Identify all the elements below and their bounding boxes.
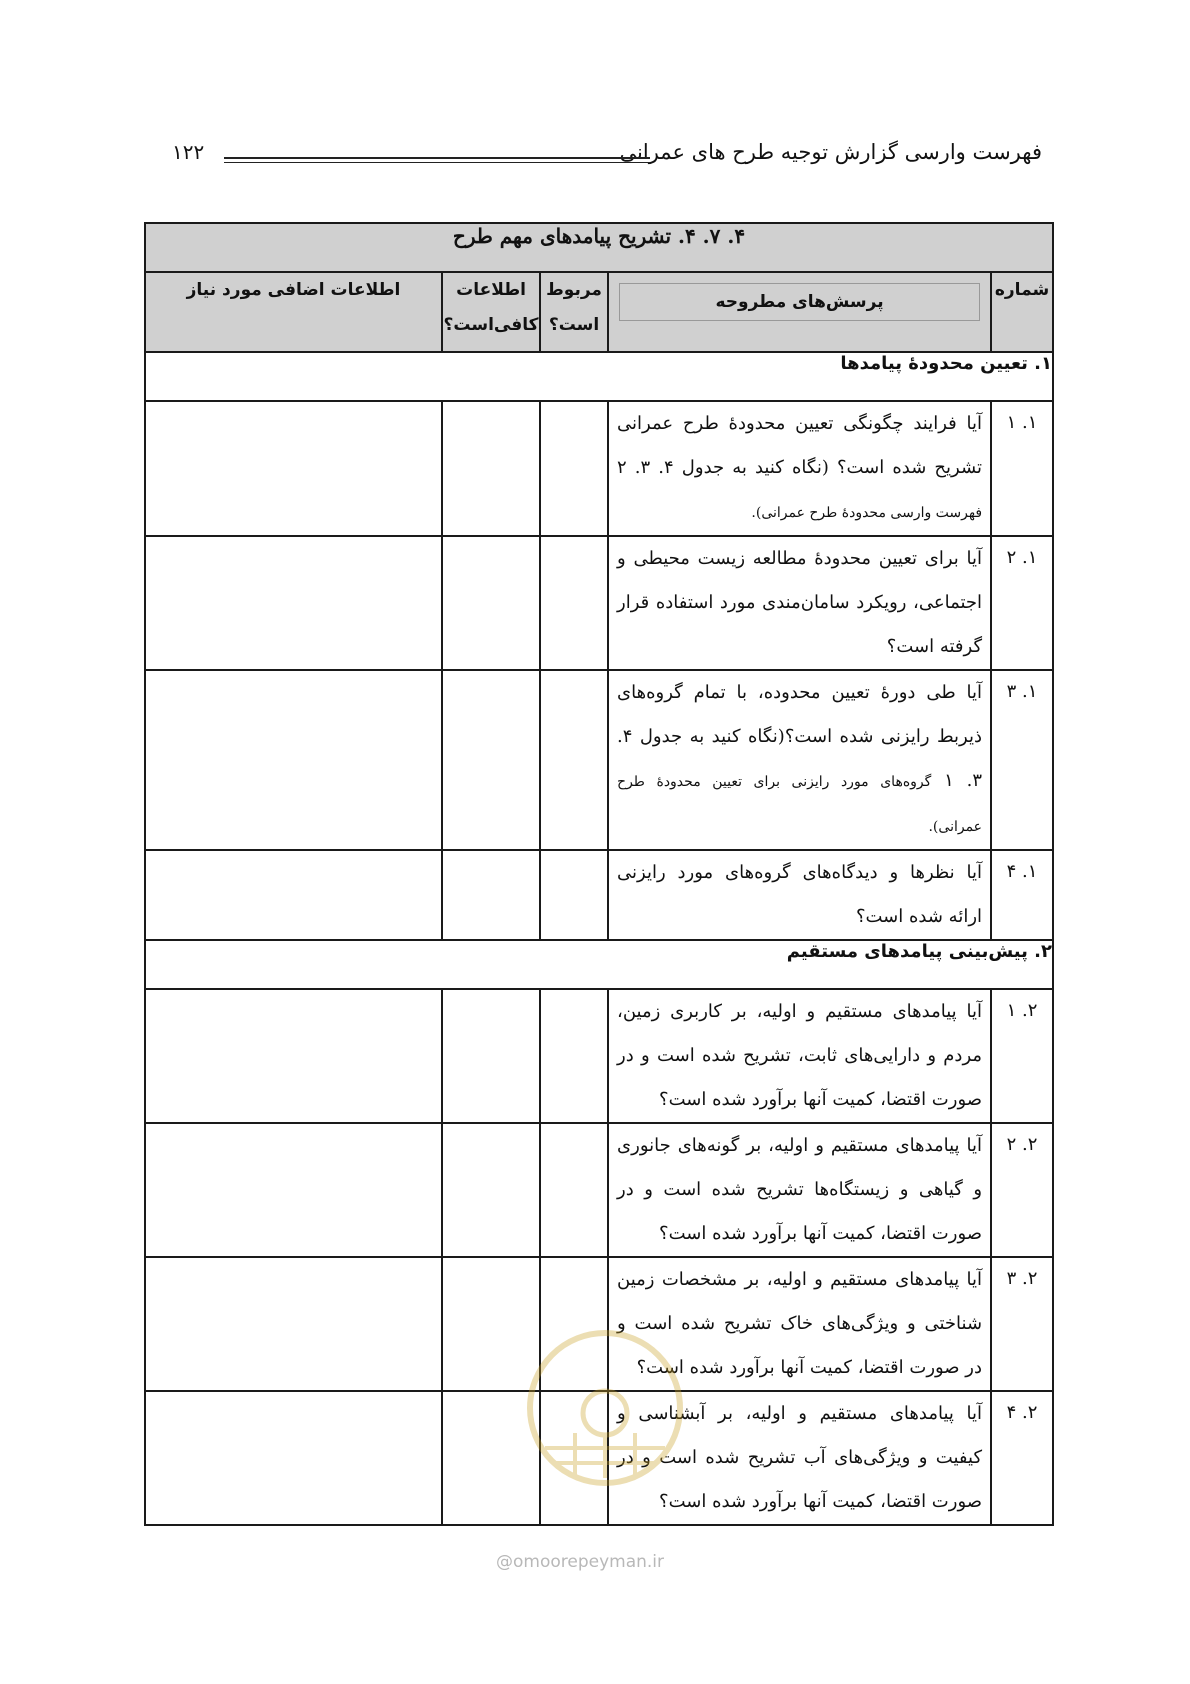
- question-text: [608, 1123, 991, 1257]
- question-text: [608, 536, 991, 670]
- relevant-cell[interactable]: [540, 1123, 608, 1257]
- extra-info-cell[interactable]: [145, 670, 442, 850]
- row-number: ۲. ۳: [991, 1257, 1053, 1391]
- question-text: [608, 401, 991, 536]
- row-number: ۱. ۲: [991, 536, 1053, 670]
- col-header-sufficient: [442, 272, 540, 352]
- section-title: ۱. تعیین محدودهٔ پیامدها: [145, 352, 1053, 401]
- question-text: [608, 670, 991, 850]
- row-number: ۱. ۱: [991, 401, 1053, 536]
- questions-header-box: پرسش‌های مطروحه: [619, 283, 980, 321]
- header-title: فهرست وارسی گزارش توجیه طرح های عمرانی: [619, 140, 1042, 164]
- relevant-cell[interactable]: [540, 670, 608, 850]
- extra-info-cell[interactable]: [145, 401, 442, 536]
- sufficient-cell[interactable]: [442, 850, 540, 940]
- relevant-cell[interactable]: [540, 536, 608, 670]
- row-number: ۱. ۴: [991, 850, 1053, 940]
- row-number: ۲. ۴: [991, 1391, 1053, 1525]
- relevant-line-2: است؟: [548, 315, 600, 335]
- page-number: ۱۲۲: [172, 140, 205, 164]
- extra-info-cell[interactable]: [145, 1123, 442, 1257]
- extra-info-cell[interactable]: [145, 1391, 442, 1525]
- sufficient-line-2: کافی‌است؟: [443, 315, 539, 335]
- sufficient-cell[interactable]: [442, 670, 540, 850]
- question-main: آیا نظرها و دیدگاه‌های گروه‌های مورد رایزنی ارائه شده است؟: [617, 862, 983, 927]
- sufficient-cell[interactable]: [442, 1123, 540, 1257]
- watermark-gear: [583, 1391, 627, 1435]
- question-note: فهرست وارسی محدودهٔ طرح عمرانی).: [751, 505, 983, 521]
- question-text: [608, 850, 991, 940]
- extra-info-cell[interactable]: [145, 1257, 442, 1391]
- section-title: ۲. پیش‌بینی پیامدهای مستقیم: [145, 940, 1053, 989]
- question-main: آیا پیامدهای مستقیم و اولیه، بر کاربری زمین، مردم و دارایی‌های ثابت، تشریح شده است و در صورت اقتضا، کمیت آنها برآورد شده است؟: [617, 1001, 983, 1110]
- col-header-number: شماره: [991, 272, 1053, 352]
- question-text: [608, 989, 991, 1123]
- question-main: آیا طی دورهٔ تعیین محدوده، با تمام گروه‌های ذیربط رایزنی شده است؟(نگاه کنید به جدول ۴. ۳. ۱: [617, 682, 983, 791]
- question-main: آیا پیامدهای مستقیم و اولیه، بر گونه‌های جانوری و گیاهی و زیستگاه‌ها تشریح شده است و در صورت اقتضا، کمیت آنها برآورد شده است؟: [617, 1135, 983, 1244]
- extra-info-cell[interactable]: [145, 850, 442, 940]
- col-header-questions: [608, 272, 991, 352]
- row-number: ۲. ۱: [991, 989, 1053, 1123]
- row-number: ۲. ۲: [991, 1123, 1053, 1257]
- row-number: ۱. ۳: [991, 670, 1053, 850]
- sufficient-cell[interactable]: [442, 536, 540, 670]
- col-header-relevant: [540, 272, 608, 352]
- page-header: [172, 140, 1042, 180]
- sufficient-line-1: اطلاعات: [456, 280, 526, 300]
- question-note: گروه‌های مورد رایزنی برای تعیین محدودهٔ طرح عمرانی).: [617, 774, 983, 835]
- extra-info-cell[interactable]: [145, 989, 442, 1123]
- extra-info-cell[interactable]: [145, 536, 442, 670]
- watermark-logo: [475, 1318, 735, 1498]
- header-rule: [224, 157, 650, 163]
- sufficient-cell[interactable]: [442, 989, 540, 1123]
- watermark-url: @omoorepeyman.ir: [496, 1552, 665, 1572]
- question-main: آیا برای تعیین محدودهٔ مطالعه زیست محیطی و اجتماعی، رویکرد سامان‌مندی مورد استفاده قرار گرفته است؟: [617, 548, 983, 657]
- relevant-cell[interactable]: [540, 401, 608, 536]
- question-main: آیا فرایند چگونگی تعیین محدودهٔ طرح عمرانی تشریح شده است؟ (نگاه کنید به جدول ۴. ۳. ۲: [617, 413, 983, 478]
- table-title: ۴. ۷. ۴. تشریح پیامدهای مهم طرح: [145, 223, 1053, 272]
- relevant-cell[interactable]: [540, 989, 608, 1123]
- col-header-extra-info: اطلاعات اضافی مورد نیاز: [145, 272, 442, 352]
- relevant-line-1: مربوط: [546, 280, 602, 300]
- relevant-cell[interactable]: [540, 850, 608, 940]
- question-main: آیا پیامدهای مستقیم و اولیه، بر آبشناسی و کیفیت و ویژگی‌های آب تشریح شده است و در صورت اقتضا، کمیت آنها برآورد شده است؟: [617, 1403, 983, 1512]
- question-main: آیا پیامدهای مستقیم و اولیه، بر مشخصات زمین شناختی و ویژگی‌های خاک تشریح شده است و در صورت اقتضا، کمیت آنها برآورد شده است؟: [617, 1269, 983, 1378]
- sufficient-cell[interactable]: [442, 401, 540, 536]
